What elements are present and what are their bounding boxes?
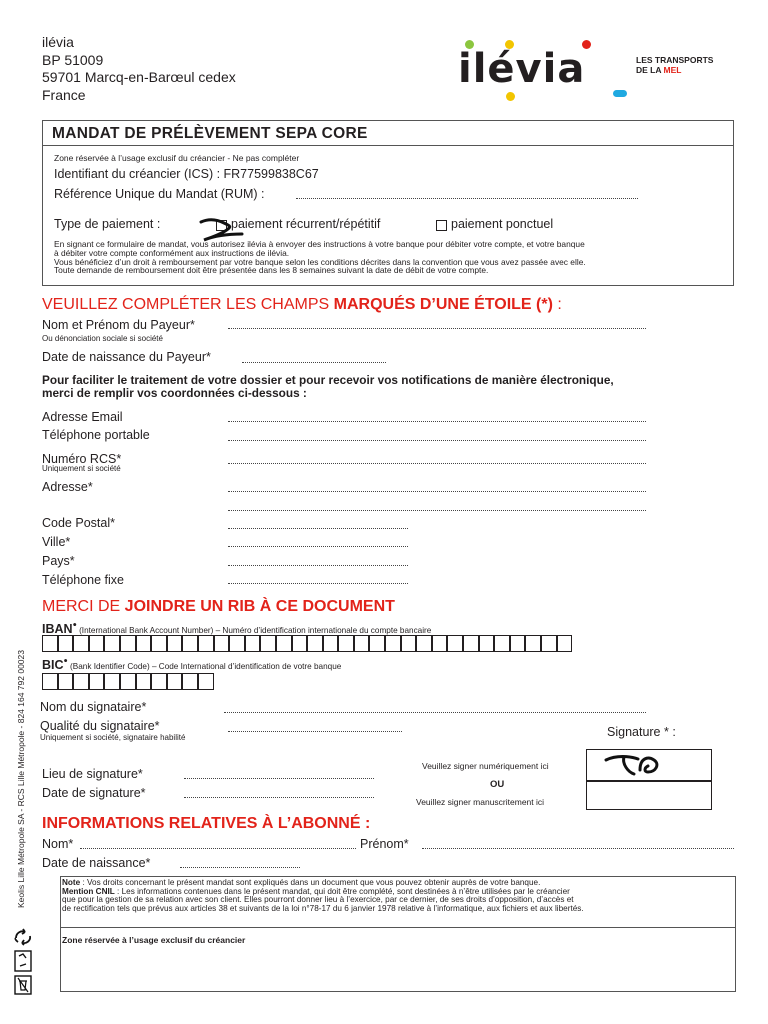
bic-char-box[interactable] [58,673,74,690]
iban-description: (International Bank Account Number) – Numéro d’identification internationale du compte bancaire [76,626,432,635]
subscriber-info-title: INFORMATIONS RELATIVES À L’ABONNÉ : [42,815,371,832]
iban-char-box[interactable] [198,635,214,652]
bic-char-box[interactable] [198,673,214,690]
sign-or-label: OU [490,779,505,790]
iban-input-grid[interactable] [42,635,572,652]
postal-code-label: Code Postal* [42,516,115,530]
iban-char-box[interactable] [525,635,541,652]
email-label: Adresse Email [42,410,123,424]
iban-char-box[interactable] [182,635,198,652]
sign-handwritten-hint: Veuillez signer manuscritement ici [416,797,545,807]
mandat-title-divider [42,145,734,146]
trash-bin-icon [14,975,32,995]
bic-char-box[interactable] [136,673,152,690]
iban-char-box[interactable] [401,635,417,652]
iban-char-box[interactable] [479,635,495,652]
iban-char-box[interactable] [432,635,448,652]
zone-note: Zone réservée à l’usage exclusif du créancier - Ne pas compléter [54,153,300,163]
logo-tagline-1: LES TRANSPORTS [636,55,714,65]
signatory-role-field[interactable] [228,731,402,732]
address-field-1[interactable] [228,491,646,492]
sign-date-label: Date de signature* [42,786,146,800]
iban-char-box[interactable] [260,635,276,652]
subscriber-birthdate-field[interactable] [180,867,300,868]
iban-char-box[interactable] [58,635,74,652]
section-rib-title [42,598,395,616]
subscriber-birthdate-label: Date de naissance* [42,856,151,870]
rcs-sublabel: Uniquement si société [42,464,121,473]
company-legal-side-text: Keolis Lille Métropole SA - RCS Lille Métropole - 824 164 792 00023 [16,650,26,908]
payer-name-sublabel: Ou dénonciation sociale si société [42,334,163,343]
iban-char-box[interactable] [369,635,385,652]
contact-intro-1: Pour faciliter le traitement de votre dossier et pour recevoir vos notifications de manière électronique, [42,373,614,387]
bic-char-box[interactable] [182,673,198,690]
mobile-field[interactable] [228,440,646,441]
legal-line-1: En signant ce formulaire de mandat, vous autorisez ilévia à envoyer des instructions à votre banque pour débiter votre compte, et votre banque [54,239,585,249]
cnil-text: : Les informations contenues dans le présent mandat, qui doit être complété, sont destinées à n’être utilisées par le créancier [114,886,570,896]
bic-label: BIC [42,658,64,672]
ponctuel-option-label: paiement ponctuel [451,217,554,231]
iban-char-box[interactable] [167,635,183,652]
sign-digital-hint: Veuillez signer numériquement ici [422,761,549,771]
mandat-title: MANDAT DE PRÉLÈVEMENT SEPA CORE [52,125,368,142]
mandat-legal-text [54,240,734,275]
signatory-role-sublabel: Uniquement si société, signataire habilité [40,733,186,742]
sign-date-field[interactable] [184,797,374,798]
recurrent-option-label: paiement récurrent/répétitif [231,217,381,231]
iban-char-box[interactable] [292,635,308,652]
subscriber-lastname-field[interactable] [80,848,356,849]
legal-line-3: Vous bénéficiez d’un droit à remboursement par votre banque selon les conditions décrites dans la convention que vous avez passée avec elle. [54,256,586,267]
bic-char-box[interactable] [151,673,167,690]
ics-label: Identifiant du créancier (ICS) : FR77599838C67 [54,167,319,181]
section-required-fields-title [42,296,562,314]
ponctuel-checkbox[interactable] [436,220,447,231]
logo-dot-blue [613,90,627,97]
cnil-label: Mention CNIL [62,886,115,896]
handwritten-signature-box[interactable] [586,781,712,810]
signatory-name-label: Nom du signataire* [40,700,147,714]
section1-title-plain: VEUILLEZ COMPLÉTER LES CHAMPS [42,296,334,313]
payer-birthdate-label: Date de naissance du Payeur* [42,350,211,364]
creditor-zone-label: Zone réservée à l’usage exclusif du créancier [62,935,246,945]
subscriber-lastname-label: Nom* [42,837,74,851]
email-field[interactable] [228,421,646,422]
city-label: Ville* [42,535,71,549]
address-line-4: France [42,86,86,103]
logo-tagline-mel: MEL [663,65,682,75]
rcs-label: Numéro RCS* [42,452,122,466]
payer-name-field[interactable] [228,328,646,329]
bic-char-box[interactable] [73,673,89,690]
creditor-address [42,34,236,104]
bic-char-box[interactable] [89,673,105,690]
signatory-name-field[interactable] [224,712,646,713]
bic-char-box[interactable] [167,673,183,690]
iban-label: IBAN [42,622,73,636]
logo-tagline-2 [636,65,713,75]
recycle-icon [12,928,34,946]
iban-char-box[interactable] [276,635,292,652]
contact-intro [42,374,614,400]
logo-dot-yellow-bottom [506,92,515,101]
note-label: Note [62,878,81,887]
address-field-2[interactable] [228,510,646,511]
address-label: Adresse* [42,480,93,494]
payer-birthdate-field[interactable] [242,362,386,363]
iban-char-box[interactable] [151,635,167,652]
section2-title-bold: JOINDRE UN RIB À CE DOCUMENT [124,598,395,615]
address-line-3: 59701 Marcq-en-Barœul cedex [42,69,236,85]
note-text [62,879,732,913]
bic-char-box[interactable] [42,673,58,690]
note-line-4: de rectification tels que prévus aux articles 38 et suivants de la loi n°78-17 du 6 janvier 1978 relative à l’informatique, aux fichiers et aux libertés. [62,903,584,913]
payment-type-label: Type de paiement : [54,217,161,231]
section2-title-plain: MERCI DE [42,598,125,615]
iban-char-box[interactable] [120,635,136,652]
address-line-2: BP 51009 [42,51,104,68]
sign-place-label: Lieu de signature* [42,767,143,781]
iban-marker-icon: ● [72,621,77,629]
section1-title-end: : [552,296,562,313]
iban-char-box[interactable] [416,635,432,652]
address-line-1: ilévia [42,34,74,50]
iban-char-box[interactable] [323,635,339,652]
iban-char-box[interactable] [307,635,323,652]
ilevia-logo [458,40,720,100]
iban-char-box[interactable] [463,635,479,652]
iban-char-box[interactable] [136,635,152,652]
bic-char-box[interactable] [120,673,136,690]
rum-label: Référence Unique du Mandat (RUM) : [54,187,265,201]
rcs-field[interactable] [228,463,646,464]
note-line-3: que pour la gestion de sa relation avec son client. Elles pourront donner lieu à l’exercice, par ce dernier, de ses droits d’opposition, d’accès et [62,895,574,905]
iban-char-box[interactable] [214,635,230,652]
iban-char-box[interactable] [104,635,120,652]
sign-place-field[interactable] [184,778,374,779]
iban-char-box[interactable] [245,635,261,652]
rum-field[interactable] [296,198,638,199]
section1-title-bold: MARQUÉS D’UNE ÉTOILE (*) [333,296,553,313]
iban-char-box[interactable] [385,635,401,652]
iban-char-box[interactable] [229,635,245,652]
iban-char-box[interactable] [42,635,58,652]
bic-label-row [42,656,341,674]
note-text-1: : Vos droits concernant le présent mandat sont expliqués dans un document que vous pouvez obtenir auprès de votre banque. [80,878,541,887]
signatory-role-label: Qualité du signataire* [40,719,160,733]
bic-marker-icon: ● [63,657,68,665]
landline-label: Téléphone fixe [42,573,125,587]
logo-wordmark: ilévia [458,46,586,92]
iban-char-box[interactable] [338,635,354,652]
logo-tagline [636,55,713,75]
iban-char-box[interactable] [557,635,573,652]
logo-tagline-prefix: DE LA [636,65,664,75]
landline-field[interactable] [228,583,408,584]
contact-intro-2: merci de remplir vos coordonnées ci-dessous : [42,386,307,400]
payer-name-label: Nom et Prénom du Payeur* [42,318,195,332]
legal-line-2: à débiter votre compte conformément aux instructions de ilévia. [54,247,290,258]
city-field[interactable] [228,546,408,547]
iban-char-box[interactable] [447,635,463,652]
subscriber-firstname-label: Prénom* [360,837,409,851]
legal-line-4: Toute demande de remboursement doit être présentée dans les 8 semaines suivant la date de débit de votre compte. [54,265,489,276]
iban-char-box[interactable] [89,635,105,652]
country-field[interactable] [228,565,408,566]
subscriber-firstname-field[interactable] [422,848,734,849]
postal-code-field[interactable] [228,528,408,529]
iban-char-box[interactable] [541,635,557,652]
mobile-label: Téléphone portable [42,428,150,442]
country-label: Pays* [42,554,75,568]
signature-label: Signature * : [607,725,676,739]
bic-char-box[interactable] [104,673,120,690]
iban-char-box[interactable] [494,635,510,652]
tidyman-icon [14,950,32,972]
iban-char-box[interactable] [73,635,89,652]
iban-char-box[interactable] [354,635,370,652]
bic-description: (Bank Identifier Code) – Code International d’identification de votre banque [67,662,342,671]
iban-char-box[interactable] [510,635,526,652]
bic-input-grid[interactable] [42,673,214,690]
handwritten-signature-icon [600,750,690,780]
